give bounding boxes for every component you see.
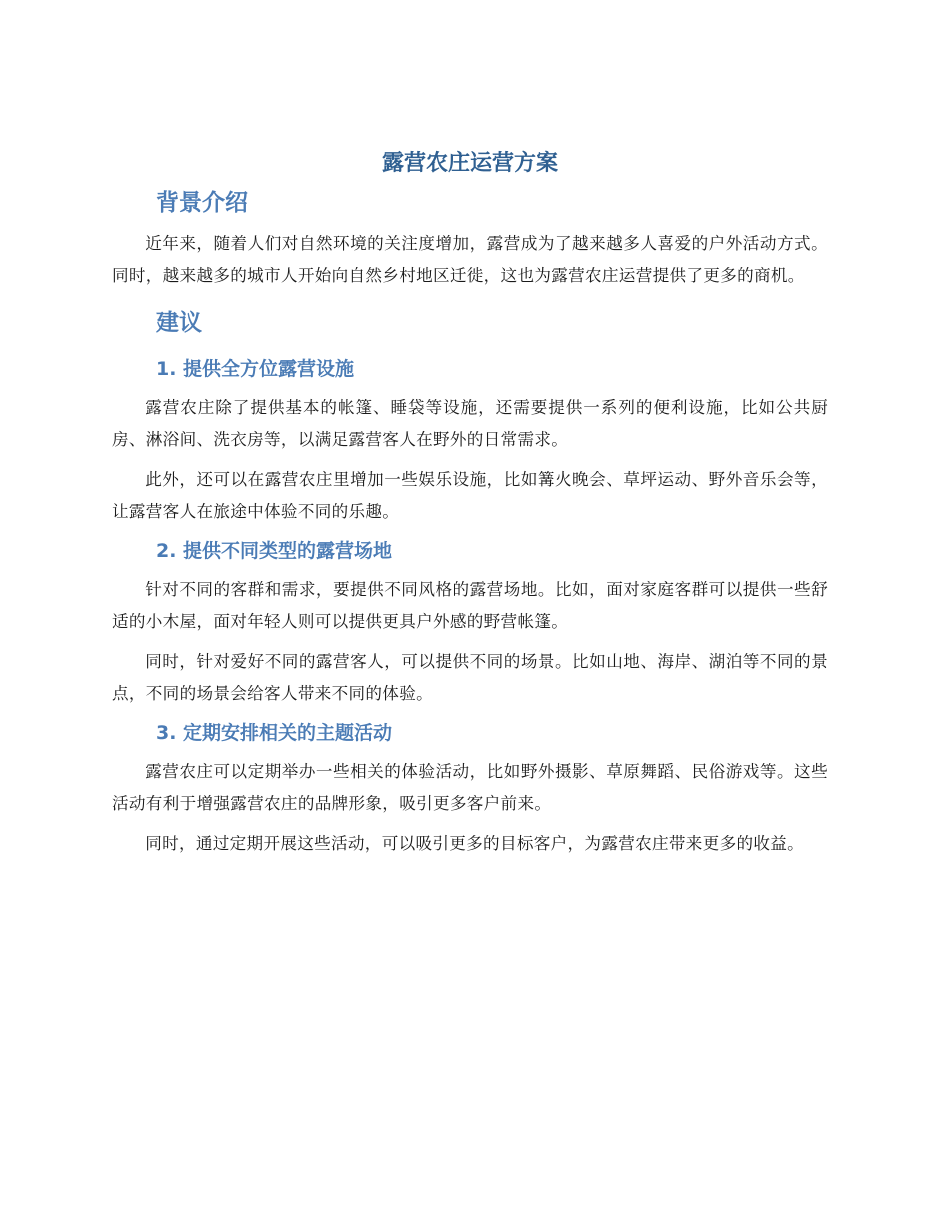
document-content [112,146,828,860]
background-paragraph: 近年来，随着人们对自然环境的关注度增加，露营成为了越来越多人喜爱的户外活动方式。同时，越来越多的城市人开始向自然乡村地区迁徙，这也为露营农庄运营提供了更多的商机。 [112,234,828,285]
section-2-paragraph-2: 同时，针对爱好不同的露营客人，可以提供不同的场景。比如山地、海岸、湖泊等不同的景点，不同的场景会给客人带来不同的体验。 [112,652,828,703]
section-1-heading: 1. 提供全方位露营设施 [156,358,355,380]
section-3-heading: 3. 定期安排相关的主题活动 [156,722,393,744]
document-title: 露营农庄运营方案 [381,151,558,176]
section-2-heading: 2. 提供不同类型的露营场地 [156,540,393,562]
background-heading: 背景介绍 [156,190,248,216]
section-3-paragraph-1: 露营农庄可以定期举办一些相关的体验活动，比如野外摄影、草原舞蹈、民俗游戏等。这些活动有利于增强露营农庄的品牌形象，吸引更多客户前来。 [112,762,828,813]
section-3-paragraph-2: 同时，通过定期开展这些活动，可以吸引更多的目标客户，为露营农庄带来更多的收益。 [145,834,805,853]
section-1-paragraph-2: 此外，还可以在露营农庄里增加一些娱乐设施，比如篝火晚会、草坪运动、野外音乐会等，让露营客人在旅途中体验不同的乐趣。 [112,470,828,521]
section-1-paragraph-1: 露营农庄除了提供基本的帐篷、睡袋等设施，还需要提供一系列的便利设施，比如公共厨房、淋浴间、洗衣房等，以满足露营客人在野外的日常需求。 [112,398,828,449]
suggestions-heading: 建议 [156,310,202,336]
section-2-paragraph-1: 针对不同的客群和需求，要提供不同风格的露营场地。比如，面对家庭客群可以提供一些舒适的小木屋，面对年轻人则可以提供更具户外感的野营帐篷。 [112,580,828,631]
